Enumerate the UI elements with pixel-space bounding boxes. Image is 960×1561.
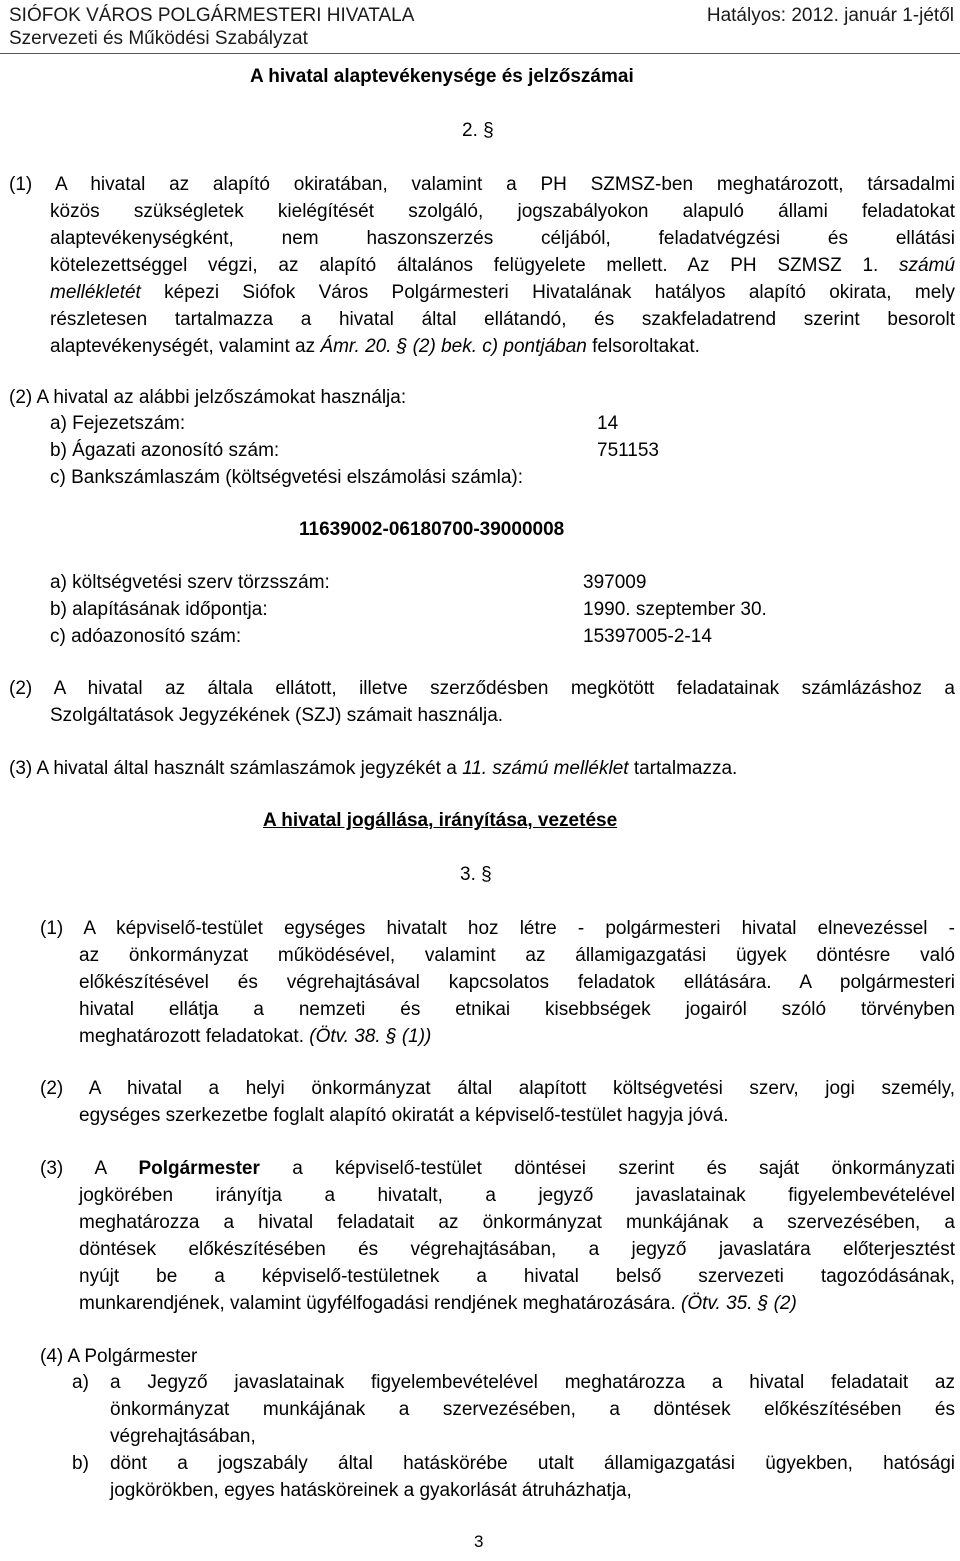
code-value: 15397005-2-14 — [583, 626, 712, 647]
list-marker: b) — [72, 1453, 89, 1474]
text-span: alaptevékenységét, valamint az — [50, 336, 321, 357]
code-label: b) Ágazati azonosító szám: — [50, 440, 280, 461]
section-title: A hivatal jogállása, irányítása, vezetése — [263, 810, 618, 831]
paragraph-2-3 — [9, 758, 737, 780]
text-line: jogkörökben, egyes hatásköreinek a gyakorlását átruházhatja, — [110, 1480, 632, 1501]
reference-span: (Ötv. 35. § (2) — [681, 1293, 797, 1314]
text-span: képezi Siófok Város Polgármesteri Hivatalának hatályos alapító okirata, mely — [140, 282, 955, 303]
text-line — [40, 1158, 955, 1180]
reference-span: mellékletét — [50, 282, 141, 303]
text-line — [79, 1293, 955, 1315]
text-span: felsoroltakat. — [586, 336, 700, 357]
text-line — [50, 336, 955, 358]
list-marker: a) — [72, 1372, 89, 1393]
text-line: részletesen tartalmazza a hivatal által ellátandó, és szakfeladatrend szerint besorolt — [50, 309, 955, 330]
section-title: A hivatal alaptevékenysége és jelzőszámai — [250, 66, 634, 87]
text-line: jogkörében irányítja a hivatalt, a jegyző javaslatainak figyelembevételével — [79, 1185, 955, 1206]
text-line: (1) A képviselő-testület egységes hivatalt hoz létre - polgármesteri hivatal elnevezéssel - — [40, 918, 955, 939]
text-line: előkészítésével és végrehajtásával kapcsolatos feladatok ellátására. A polgármesteri — [79, 972, 955, 993]
code-value: 14 — [597, 413, 619, 434]
text-span: a képviselő-testület döntései szerint és saját önkormányzati — [259, 1158, 955, 1179]
text-span: meghatározott feladatokat. — [79, 1026, 310, 1047]
text-line — [50, 282, 955, 304]
text-line: dönt a jogszabály által hatáskörébe utalt államigazgatási ügyekben, hatósági — [110, 1453, 955, 1474]
code-label: c) Bankszámlaszám (költségvetési elszámolási számla): — [50, 467, 524, 488]
paragraph-number: 3. § — [460, 864, 492, 885]
text-line: (2) A hivatal a helyi önkormányzat által alapított költségvetési szerv, jogi személy, — [40, 1078, 955, 1099]
code-label: c) adóazonosító szám: — [50, 626, 242, 647]
text-line: a Jegyző javaslatainak figyelembevételével meghatározza a hivatal feladatait az — [110, 1372, 955, 1393]
header-effective-date: Hatályos: 2012. január 1-jétől — [706, 5, 954, 26]
code-value: 751153 — [597, 440, 659, 461]
reference-span: Ámr. 20. § (2) bek. c) pontjában — [320, 336, 587, 357]
text-span: kötelezettséggel végzi, az alapító általános felügyelete mellett. Az PH SZMSZ 1. — [50, 255, 879, 276]
text-line: meghatározza a hivatal feladatait az önkormányzat munkájának a szervezésében, a — [79, 1212, 955, 1233]
text-span: (3) A — [40, 1158, 139, 1179]
bank-account-number: 11639002-06180700-39000008 — [299, 519, 565, 540]
text-span: munkarendjének, valamint ügyfélfogadási rendjének meghatározására. — [79, 1293, 682, 1314]
text-span: (3) A hivatal által használt számlaszámok jegyzékét a — [9, 758, 463, 779]
text-line: az önkormányzat működésével, valamint az államigazgatási ügyek döntésre való — [79, 945, 955, 966]
reference-span: 11. számú melléklet — [462, 758, 629, 779]
text-line: hivatal ellátja a nemzeti és etnikai kisebbségek jogairól szóló törvényben — [79, 999, 955, 1020]
header-org: SIÓFOK VÁROS POLGÁRMESTERI HIVATALA — [9, 5, 415, 26]
code-label: b) alapításának időpontja: — [50, 599, 268, 620]
paragraph-number: 2. § — [462, 120, 494, 141]
text-line — [79, 1026, 431, 1048]
code-value: 397009 — [583, 572, 647, 593]
header-doc-title: Szervezeti és Működési Szabályzat — [9, 28, 308, 49]
text-line: önkormányzat munkájának a szervezésében, a döntések előkészítésében és — [110, 1399, 955, 1420]
code-label: a) Fejezetszám: — [50, 413, 186, 434]
reference-span: számú — [899, 255, 956, 276]
text-line: végrehajtásában, — [110, 1426, 256, 1447]
text-line: közös szükségletek kielégítését szolgáló, jogszabályokon alapuló állami feladatokat — [50, 201, 955, 222]
text-line: Szolgáltatások Jegyzékének (SZJ) számait használja. — [50, 705, 504, 726]
page-number: 3 — [474, 1532, 484, 1551]
bold-span: Polgármester — [138, 1158, 260, 1179]
text-span: tartalmazza. — [628, 758, 738, 779]
text-line: alaptevékenységként, nem haszonszerzés céljából, feladatvégzési és ellátási — [50, 228, 955, 249]
text-line: (2) A hivatal az általa ellátott, illetve szerződésben megkötött feladatainak számlázáshoz a — [9, 678, 955, 699]
codes-intro: (2) A hivatal az alábbi jelzőszámokat használja: — [9, 387, 407, 408]
text-line — [50, 255, 955, 277]
text-line: egységes szerkezetbe foglalt alapító okiratát a képviselő-testület hagyja jóvá. — [79, 1105, 729, 1126]
reference-span: (Ötv. 38. § (1)) — [309, 1026, 432, 1047]
text-line: (4) A Polgármester — [40, 1346, 198, 1367]
header-divider — [0, 53, 960, 54]
text-line: nyújt be a képviselő-testületnek a hivatal belső szervezeti tagozódásának, — [79, 1266, 955, 1287]
text-line: döntések előkészítésében és végrehajtásában, a jegyző javaslatára előterjesztést — [79, 1239, 955, 1260]
text-line: (1) A hivatal az alapító okiratában, valamint a PH SZMSZ-ben meghatározott, társadalmi — [9, 174, 955, 195]
code-value: 1990. szeptember 30. — [583, 599, 767, 620]
code-label: a) költségvetési szerv törzsszám: — [50, 572, 330, 593]
